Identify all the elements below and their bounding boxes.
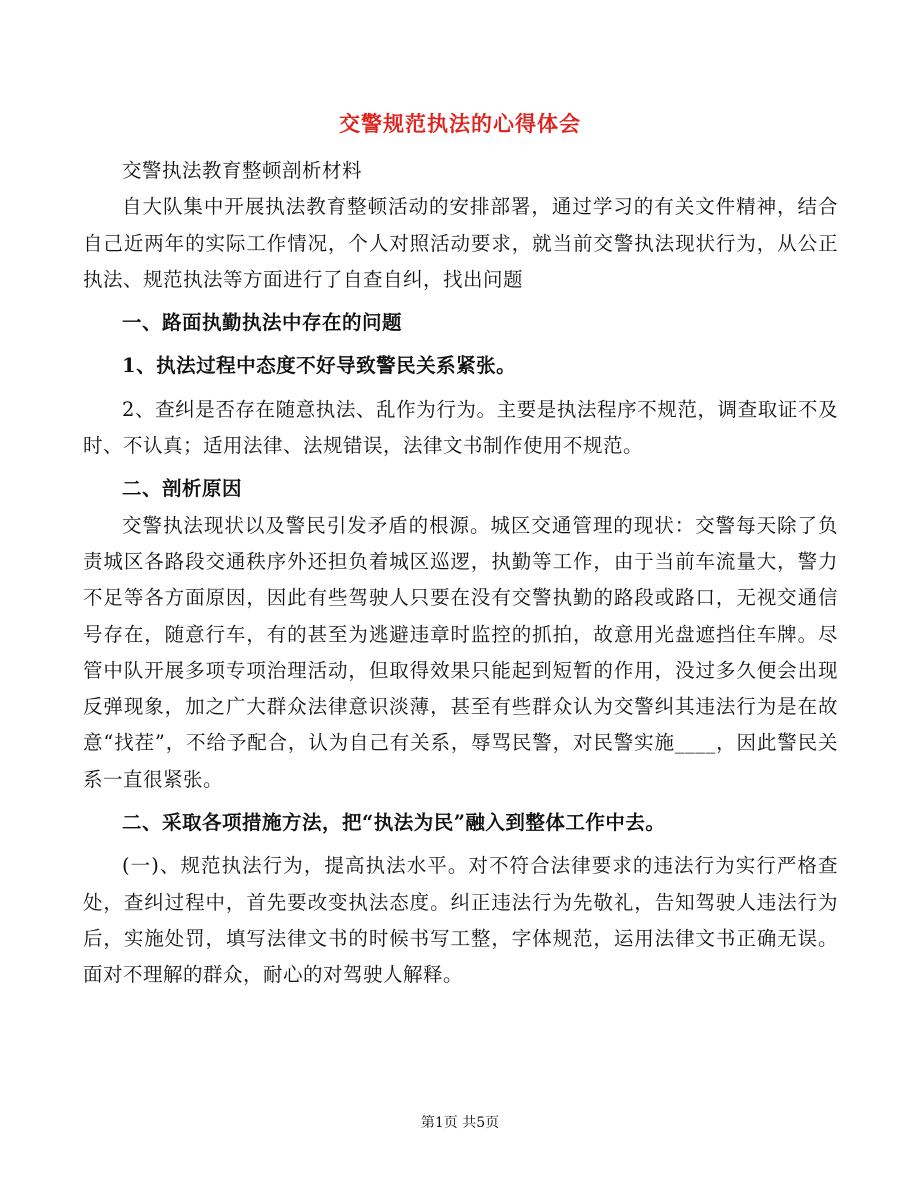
document-body	[83, 153, 838, 994]
document-title: 交警规范执法的心得体会	[339, 111, 581, 136]
problem-item-2: 2、查纠是否存在随意执法、乱作为行为。主要是执法程序不规范，调查取证不及时、不认真；适用法律、法规错误，法律文书制作使用不规范。	[83, 397, 838, 458]
section-heading-measures: 二、采取各项措施方法，把“执法为民”融入到整体工作中去。	[122, 811, 666, 835]
subtitle-paragraph: 交警执法教育整顿剖析材料	[122, 159, 363, 182]
causes-paragraph: 交警执法现状以及警民引发矛盾的根源。城区交通管理的现状：交警每天除了负责城区各路段交通秩序外还担负着城区巡逻，执勤等工作，由于当前车流量大，警力不足等各方面原因，因此有些驾驶人只要在没有交警执勤的路段或路口，无视交通信号存在，随意行车，有的甚至为逃避违章时监控的抓拍，故意用光盘遮挡住车牌。尽管中队开展多项专项治理活动，但取得效果只能起到短暂的作用，没过多久便会出现反弹现象，加之广大群众法律意识淡薄，甚至有些群众认为交警纠其违法行为是在故意“找茬”，不给予配合，认为自己有关系，辱骂民警，对民警实施____，因此警民关系一直很紧张。	[83, 513, 838, 791]
intro-paragraph: 自大队集中开展执法教育整顿活动的安排部署，通过学习的有关文件精神，结合自己近两年的实际工作情况，个人对照活动要求，就当前交警执法现状行为，从公正执法、规范执法等方面进行了自查自纠，找出问题	[83, 195, 838, 291]
section-heading-causes: 二、剖析原因	[122, 477, 243, 501]
section-heading-problems: 一、路面执勤执法中存在的问题	[122, 311, 403, 335]
measures-paragraph-1: (一)、规范执法行为，提高执法水平。对不符合法律要求的违法行为实行严格查处，查纠过程中，首先要改变执法态度。纠正违法行为先敬礼，告知驾驶人违法行为后，实施处罚，填写法律文书的时候书写工整，字体规范，运用法律文书正确无误。面对不理解的群众，耐心的对驾驶人解释。	[83, 854, 838, 987]
problem-item-1: 1、执法过程中态度不好导致警民关系紧张。	[122, 354, 517, 378]
page-number-footer: 第1页 共5页	[420, 1115, 500, 1131]
